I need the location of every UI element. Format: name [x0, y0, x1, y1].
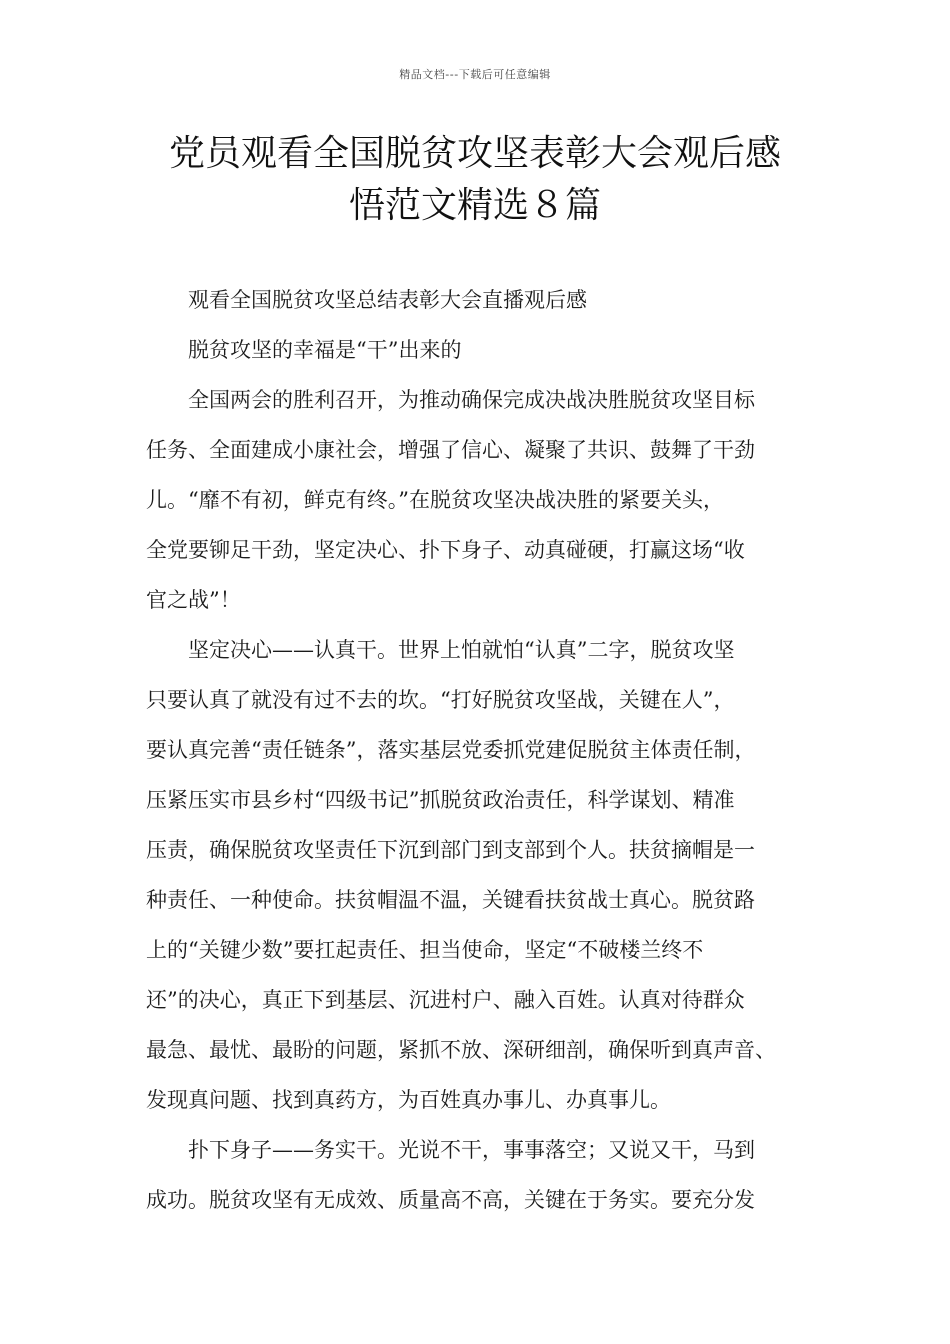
body-line: 要认真完善“责任链条”，落实基层党委抓党建促脱贫主体责任制，: [146, 738, 756, 762]
body-line: 最急、最忧、最盼的问题，紧抓不放、深研细剖，确保听到真声音、: [146, 1038, 776, 1062]
body-line: 种责任、一种使命。扶贫帽温不温，关键看扶贫战士真心。脱贫路: [146, 888, 755, 912]
body-line: 只要认真了就没有过不去的坎。“打好脱贫攻坚战，关键在人”，: [146, 688, 735, 712]
body-line: 全国两会的胜利召开，为推动确保完成决战决胜脱贫攻坚目标: [188, 388, 755, 412]
body-line: 脱贫攻坚的幸福是“干”出来的: [188, 338, 462, 362]
body-line: 压责，确保脱贫攻坚责任下沉到部门到支部到个人。扶贫摘帽是一: [146, 838, 755, 862]
body-line: 还”的决心，真正下到基层、沉进村户、融入百姓。认真对待群众: [146, 988, 745, 1012]
body-line: 成功。脱贫攻坚有无成效、质量高不高，关键在于务实。要充分发: [146, 1188, 755, 1212]
body-line: 压紧压实市县乡村“四级书记”抓脱贫政治责任，科学谋划、精准: [146, 788, 735, 812]
body-line: 发现真问题、找到真药方，为百姓真办事儿、办真事儿。: [146, 1088, 671, 1112]
body-line: 任务、全面建成小康社会，增强了信心、凝聚了共识、鼓舞了干劲: [146, 438, 755, 462]
document-title: [120, 128, 830, 232]
document-body: [146, 275, 836, 1225]
body-line: 坚定决心——认真干。世界上怕就怕“认真”二字，脱贫攻坚: [188, 638, 735, 662]
body-line: 全党要铆足干劲，坚定决心、扑下身子、动真碰硬，打赢这场“收: [146, 538, 745, 562]
body-line: 扑下身子——务实干。光说不干，事事落空；又说又干，马到: [188, 1138, 755, 1162]
body-line: 儿。“靡不有初，鲜克有终。”在脱贫攻坚决战决胜的紧要关头，: [146, 488, 724, 512]
body-line: 观看全国脱贫攻坚总结表彰大会直播观后感: [188, 288, 587, 312]
body-line: 上的“关键少数”要扛起责任、担当使命，坚定“不破楼兰终不: [146, 938, 704, 962]
header-note: 精品文档---下载后可任意编辑: [399, 68, 551, 81]
body-line: 官之战”！: [146, 588, 241, 612]
title-line-1: 党员观看全国脱贫攻坚表彰大会观后感: [168, 133, 781, 174]
title-line-2: 悟范文精选８篇: [348, 185, 601, 226]
